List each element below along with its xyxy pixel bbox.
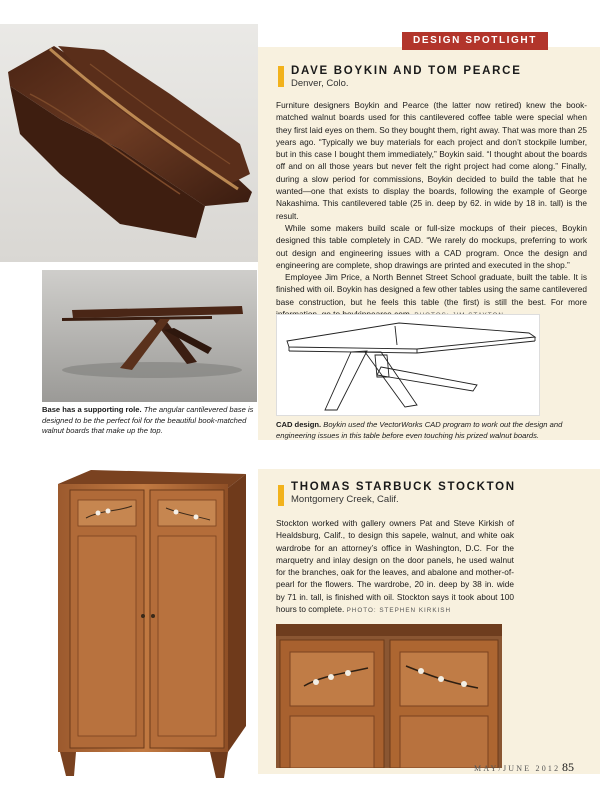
maker-name-1: DAVE BOYKIN AND TOM PEARCE xyxy=(291,65,522,77)
paragraph-3-text: Employee Jim Price, a North Bennet Street School graduate, built the table. It is finished with oil. Boykin has designed a few other tables using the same cantilevered base construction, but he feels this table (the first) is still the best. For more xyxy=(276,272,587,307)
paragraph-4 xyxy=(276,517,514,617)
cad-line-drawing xyxy=(277,315,539,415)
table-base-illustration xyxy=(42,270,257,402)
heading-accent-bar-2 xyxy=(278,485,284,506)
walnut-table-photo xyxy=(0,24,258,262)
article-body-2 xyxy=(276,517,514,617)
maker-location-1: Denver, Colo. xyxy=(291,78,349,89)
caption-cad-lead: CAD design. xyxy=(276,420,322,429)
caption-cad-text: Boykin used the VectorWorks CAD program to work out the design and engineering issues in this table before even touching his prized walnut boards. xyxy=(276,420,563,440)
table-base-photo xyxy=(42,270,257,402)
caption-base-text: The angular cantilevered base is designed to be the perfect foil for the beautiful book-matched walnut boards that make up the top. xyxy=(42,405,254,435)
article-body-1 xyxy=(276,99,587,322)
door-detail-photo xyxy=(276,624,502,768)
page-number: 85 xyxy=(562,760,574,774)
paragraph-1: Furniture designers Boykin and Pearce (the latter now retired) knew the book-matched walnut boards used for this cantilevered coffee table were special when they first laid eyes on them. So they bought them, right away. That was more than 25 years ago. “Typically we buy materials for each project and don’t stockpile lumber, but in this case I bought them immediately,” Boykin said. “I thought about the boards off and on all those years but never felt the right project had come along.” Finally, during a slow period for commissions, Boykin decided to build the table that he wanted—one that exists to display the boards, following the example of George Nakashima. This cantilevered table (25 in. deep by 62. in wide by 18 in. tall) is the result. xyxy=(276,100,587,221)
wardrobe-illustration xyxy=(46,466,258,786)
section-tag: DESIGN SPOTLIGHT xyxy=(402,32,548,50)
wardrobe-photo xyxy=(46,466,258,786)
caption-base-lead: Base has a supporting role. xyxy=(42,405,142,414)
maker-name-2: THOMAS STARBUCK STOCKTON xyxy=(291,481,516,493)
paragraph-2: While some makers build scale or full-size mockups of their pieces, Boykin designed this table completely in CAD. “We rarely do mockups, preferring to work out design and engineering issues with a CAD program. Once the design and engineering are complete, shop drawings are printed and executed in the shop.” xyxy=(276,222,587,270)
maker-location-2: Montgomery Creek, Calif. xyxy=(291,494,399,505)
caption-cad xyxy=(276,420,586,441)
heading-accent-bar xyxy=(278,66,284,87)
paragraph-4-text: Stockton worked with gallery owners Pat and Steve Kirkish of Healdsburg, Calif., to design this sapele, walnut, and white oak wardrobe for an attorney’s office in Washington, D.C. For the marquetry and inlay design on the door panels, he used walnut for the branches, oak for the leaves, and abalone and mother-of-pearl for the flowers. The wardrobe, 20 in. deep by 38 in. wide by 71 in. tall, is finished with oil. Stockton says it took about 100 hours to complete. xyxy=(276,518,514,615)
door-detail-illustration xyxy=(276,624,502,768)
caption-base xyxy=(42,405,256,437)
issue-date: MAY/JUNE 2012 xyxy=(474,764,561,773)
photo-credit-2: PHOTO: STEPHEN KIRKISH xyxy=(346,607,452,615)
walnut-table-illustration xyxy=(0,24,258,262)
cad-drawing xyxy=(276,314,540,416)
